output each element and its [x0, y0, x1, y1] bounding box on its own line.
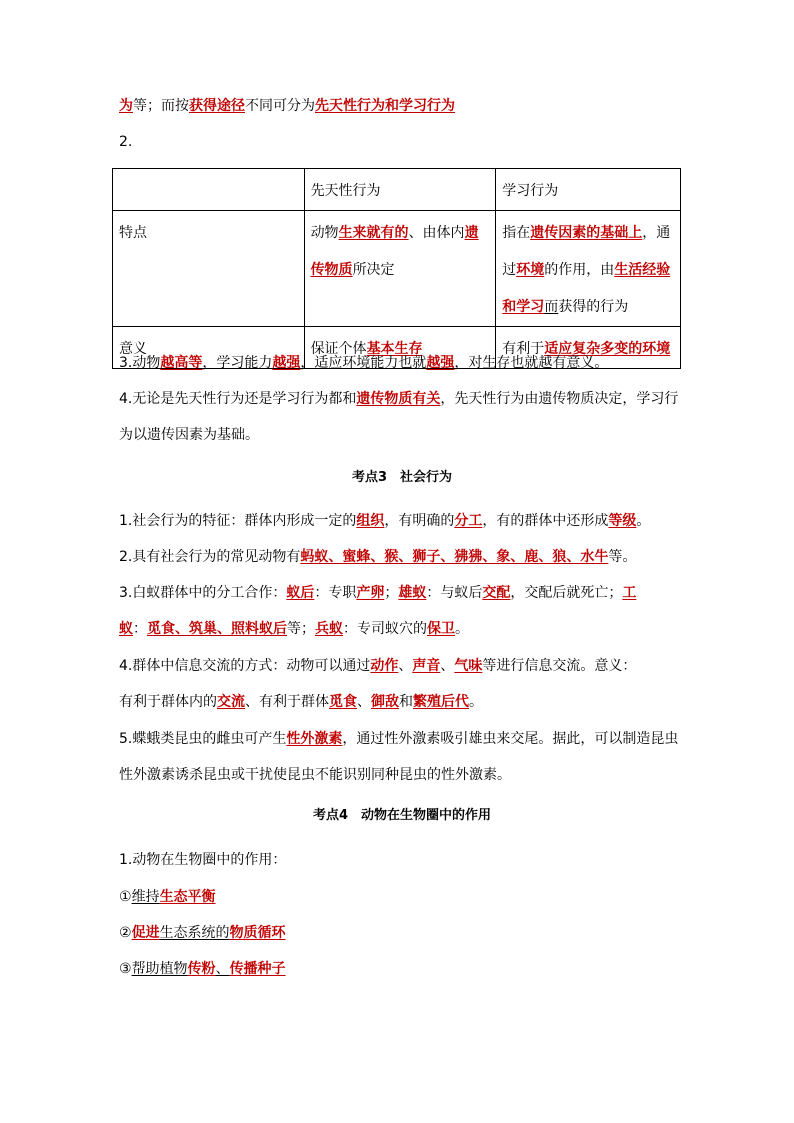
cell-learned-features: 指在遗传因素的基础上，通 过环境的作用，由生活经验 和学习而获得的行为 [496, 211, 681, 327]
table-header-cell: 学习行为 [496, 169, 681, 211]
role-item-balance: ①维持生态平衡 [119, 889, 216, 905]
social-item-5-line-1: 5.蝶蛾类昆虫的雌虫可产生性外激素，通过性外激素吸引雄虫来交尾。据此，可以制造昆虫 [119, 731, 679, 747]
social-item-3-line-1: 3.白蚁群体中的分工合作：蚁后：专职产卵；雄蚁：与蚁后交配，交配后就死亡；工 [119, 585, 637, 601]
emphasis-text: 为 [119, 98, 133, 114]
row-label-features: 特点 [113, 211, 305, 327]
cell-learned-significance: 有利于适应复杂多变的环境 [496, 327, 681, 369]
role-item-pollination: ③帮助植物传粉、传播种子 [119, 961, 286, 977]
social-item-4-line-2: 有利于群体内的交流、有利于群体觅食、御敌和繁殖后代。 [119, 694, 483, 710]
emphasis-text: 先天性行为和学习行为 [315, 98, 455, 114]
table-header-cell: 先天性行为 [304, 169, 496, 211]
body-text: 等；而按 [133, 98, 189, 114]
behavior-comparison-table [112, 168, 681, 369]
social-item-4-line-1: 4.群体中信息交流的方式：动物可以通过动作、声音、气味等进行信息交流。意义： [119, 658, 637, 674]
cell-innate-significance: 保证个体基本生存 [304, 327, 496, 369]
table-row-features [113, 211, 681, 327]
role-item-cycle: ②促进生态系统的物质循环 [119, 925, 286, 941]
paragraph-behavior-classification [119, 95, 455, 115]
item-4-line-1: 4.无论是先天性行为还是学习行为都和遗传物质有关，先天性行为由遗传物质决定，学习行 [119, 391, 679, 407]
section-heading-social-behavior: 考点3 社会行为 [351, 470, 453, 485]
emphasis-text: 获得途径 [189, 98, 245, 114]
role-item-1: 1.动物在生物圈中的作用： [119, 852, 287, 868]
social-item-2: 2.具有社会行为的常见动物有蚂蚁、蜜蜂、猴、狮子、狒狒、象、鹿、狼、水牛等。 [119, 549, 637, 565]
social-item-5-line-2: 性外激素诱杀昆虫或干扰使昆虫不能识别同种昆虫的性外激素。 [119, 767, 511, 783]
table-header-cell [113, 169, 305, 211]
item-4-line-2: 为以遗传因素为基础。 [119, 427, 259, 443]
section-heading-animal-role: 考点4 动物在生物圈中的作用 [312, 808, 492, 823]
social-item-3-line-2: 蚁：觅食、筑巢、照料蚁后等；兵蚁：专司蚁穴的保卫。 [119, 621, 469, 637]
row-label-significance: 意义 [113, 327, 305, 369]
cell-innate-features: 动物生来就有的、由体内遗 传物质所决定 [304, 211, 496, 327]
body-text: 不同可分为 [245, 98, 315, 114]
item-3: 3.动物越高等，学习能力越强，适应环境能力也就越强，对生存也就越有意义。 [119, 355, 609, 371]
social-item-1: 1.社会行为的特征：群体内形成一定的组织，有明确的分工，有的群体中还形成等级。 [119, 513, 651, 529]
table-header-row [113, 169, 681, 211]
item-number-2: 2. [119, 134, 133, 150]
